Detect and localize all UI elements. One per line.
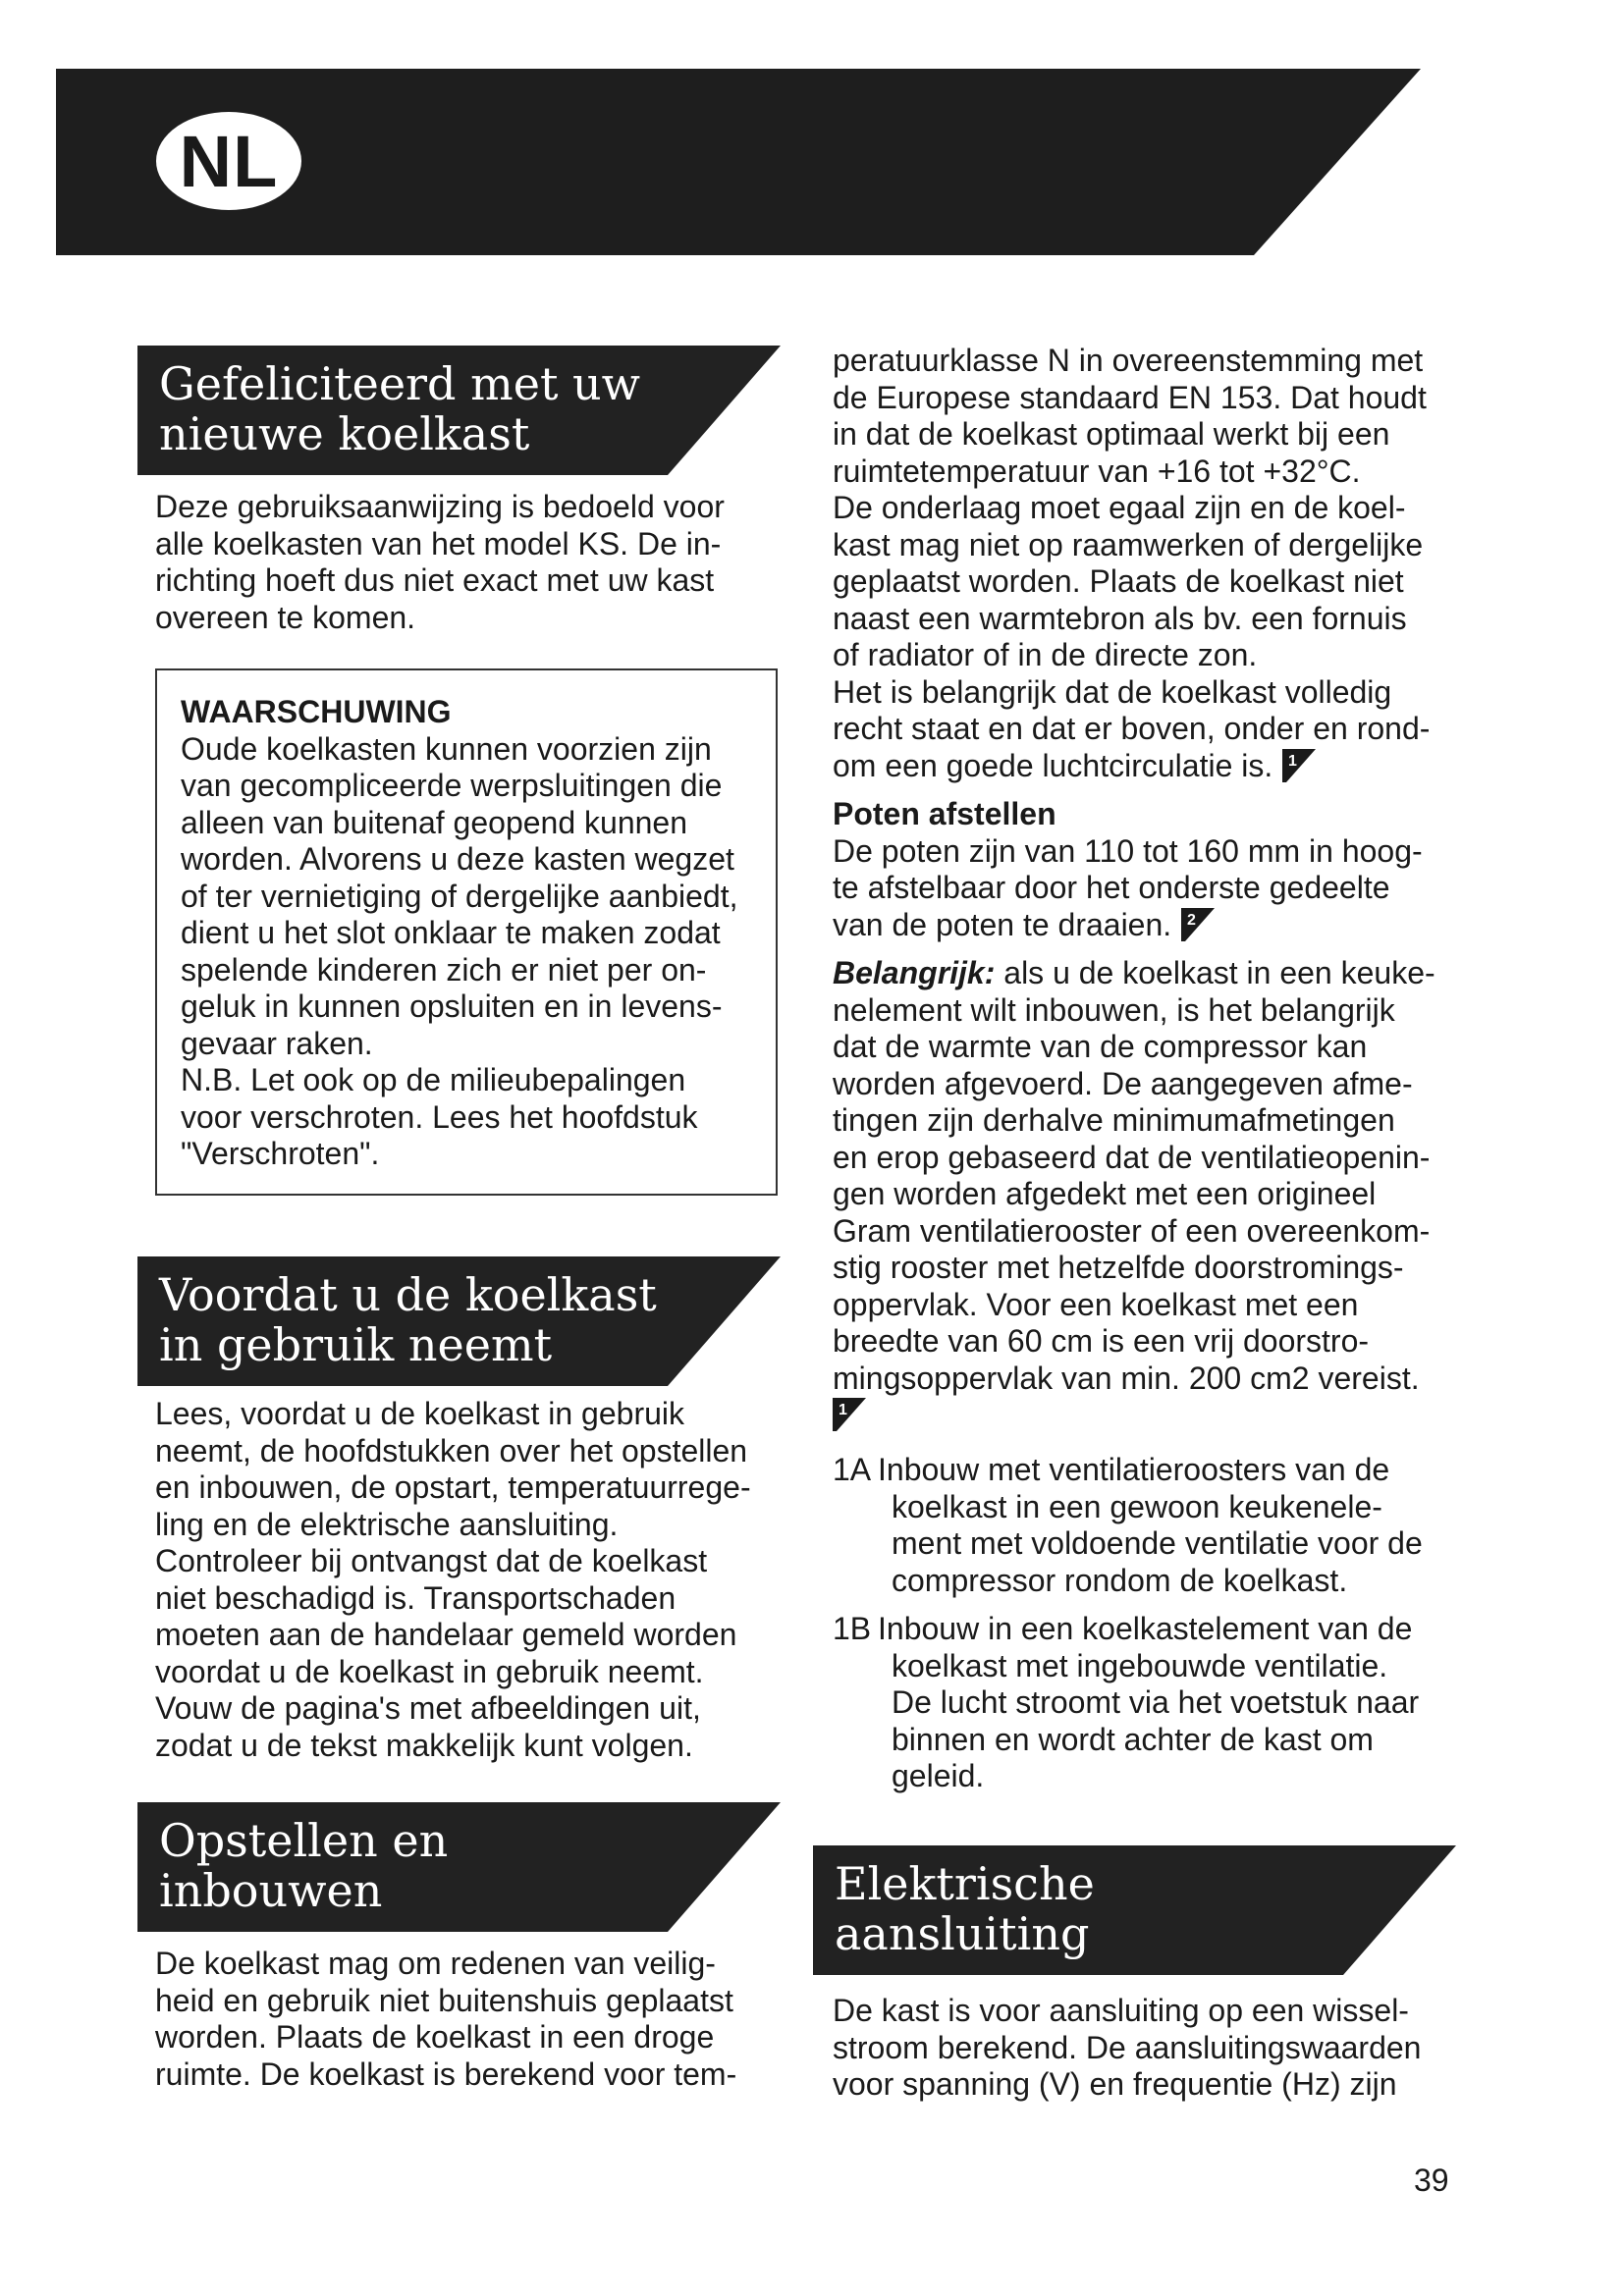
page-number: 39 xyxy=(1414,2163,1449,2198)
before-use-paragraph: Lees, voordat u de koelkast in gebruik neemt, de hoofdstukken over het opstellen en inbouwen, de opstart, temperatuurrege- ling en de elektrische aansluiting. Controleer bij ontvangst dat de koelkast niet beschadigd is. Transportschaden moeten aan de handelaar gemeld worden voordat u de koelkast in gebruik neemt. Vouw de pagina's met afbeeldingen uit, zodat u de tekst makkelijk kunt volgen. xyxy=(155,1396,751,1763)
figure-marker-2 xyxy=(1181,908,1215,941)
warning-title: WAARSCHUWING xyxy=(181,694,452,729)
heading-electric xyxy=(813,1845,1456,1971)
svg-text:2: 2 xyxy=(1187,911,1197,929)
list-item: 1A Inbouw met ventilatieroosters van de koelkast in een gewoon keukenele- ment met voldoende ventilatie voor de compressor rondom de koelkast. xyxy=(833,1452,1423,1598)
electric-paragraph: De kast is voor aansluiting op een wissel- stroom berekend. De aansluitingswaarden voor spanning (V) en frequentie (Hz) zijn xyxy=(833,1993,1422,2102)
setup-paragraph: De koelkast mag om redenen van veilig- heid en gebruik niet buitenshuis geplaatst worden. Plaats de koelkast in een droge ruimte. De koelkast is berekend voor tem- xyxy=(155,1946,737,2092)
legs-title: Poten afstellen xyxy=(833,796,1056,831)
svg-text:1: 1 xyxy=(839,1402,847,1418)
heading-setup-text: Opstellen en inbouwen xyxy=(159,1814,449,1917)
warning-body: Oude koelkasten kunnen voorzien zijn van gecompliceerde werpsluitingen die alleen van buitenaf geopend kunnen worden. Alvorens u deze kasten wegzet of ter vernietiging of dergelijke aanbiedt, dient u het slot onklaar te maken zodat spelende kinderen zich er niet per on- geluk in kunnen opsluiten en in levens- gevaar raken. N.B. Let ook op de milieubepalingen voor verschroten. Lees het hoofdstuk "Verschroten". xyxy=(181,730,738,1171)
figure-marker-1 xyxy=(1282,749,1316,782)
important-paragraph: Belangrijk: als u de koelkast in een keuke- xyxy=(833,955,1435,990)
heading-before-use xyxy=(137,1256,781,1382)
heading-setup xyxy=(137,1802,781,1928)
list-item: 1B Inbouw in een koelkastelement van de koelkast met ingebouwde ventilatie. De lucht stroomt via het voetstuk naar binnen en wordt achter de kast om geleid. xyxy=(833,1611,1420,1793)
heading-congratulations-text: Gefeliciteerd met uw nieuwe koelkast xyxy=(159,357,641,460)
important-label: Belangrijk: xyxy=(833,955,996,990)
heading-electric-text: Elektrische aansluiting xyxy=(835,1857,1095,1960)
intro-paragraph: Deze gebruiksaanwijzing is bedoeld voor alle koelkasten van het model KS. De in- richting hoeft dus niet exact met uw kast overeen te komen. xyxy=(155,489,725,635)
top-banner xyxy=(56,69,1421,255)
heading-congratulations xyxy=(137,346,781,471)
warning-box xyxy=(155,668,778,1196)
setup-continued: peratuurklasse N in overeenstemming met de Europese standaard EN 153. Dat houdt in dat de koelkast optimaal werkt bij een ruimtetemperatuur van +16 tot +32°C. De onderlaag moet egaal zijn en de koel- kast mag niet op raamwerken of dergelijke geplaatst worden. Plaats de koelkast niet naast een warmtebron als bv. een fornuis of radiator of in de directe zon. Het is belangrijk dat de koelkast volledig recht staat en dat er boven, onder en rond- om een goede luchtcirculatie is. 1 Poten afstellen De poten zijn van 110 tot 160 mm in hoog- te afstelbaar door het onderste gedeelte van de poten te draaien. 2 Belangrijk: als u de koelkast in een keuke- nelement wilt inbouwen, is het belangrijk dat de warmte van de compressor kan worden afgevoerd. De aangegeven afme- tingen zijn derhalve minimumafmetingen en erop gebaseerd dat de ventilatieopenin- gen worden afgedekt met een origineel Gram ventilatierooster of een overeenkom- stig rooster met hetzelfde doorstromings- oppervlak. Voor een koelkast met een breedte van 60 cm is een vrij doorstro- mingsoppervlak van min. 200 cm2 vereist. 1 1A Inbouw met ventilatieroosters van de koelkast in een gewoon keukenele- ment met voldoende ventilatie voor de compressor rondom de koelkast. 1B Inbouw in een koelkastelement van de koelkast met ingebouwde ventilatie. De lucht stroomt via het voetstuk naar binnen en wordt achter de kast om geleid. xyxy=(833,343,1461,1795)
language-badge: NL xyxy=(156,112,301,210)
figure-marker-3 xyxy=(833,1398,866,1431)
heading-before-use-text: Voordat u de koelkast in gebruik neemt xyxy=(159,1268,657,1371)
svg-text:1: 1 xyxy=(1288,752,1298,770)
